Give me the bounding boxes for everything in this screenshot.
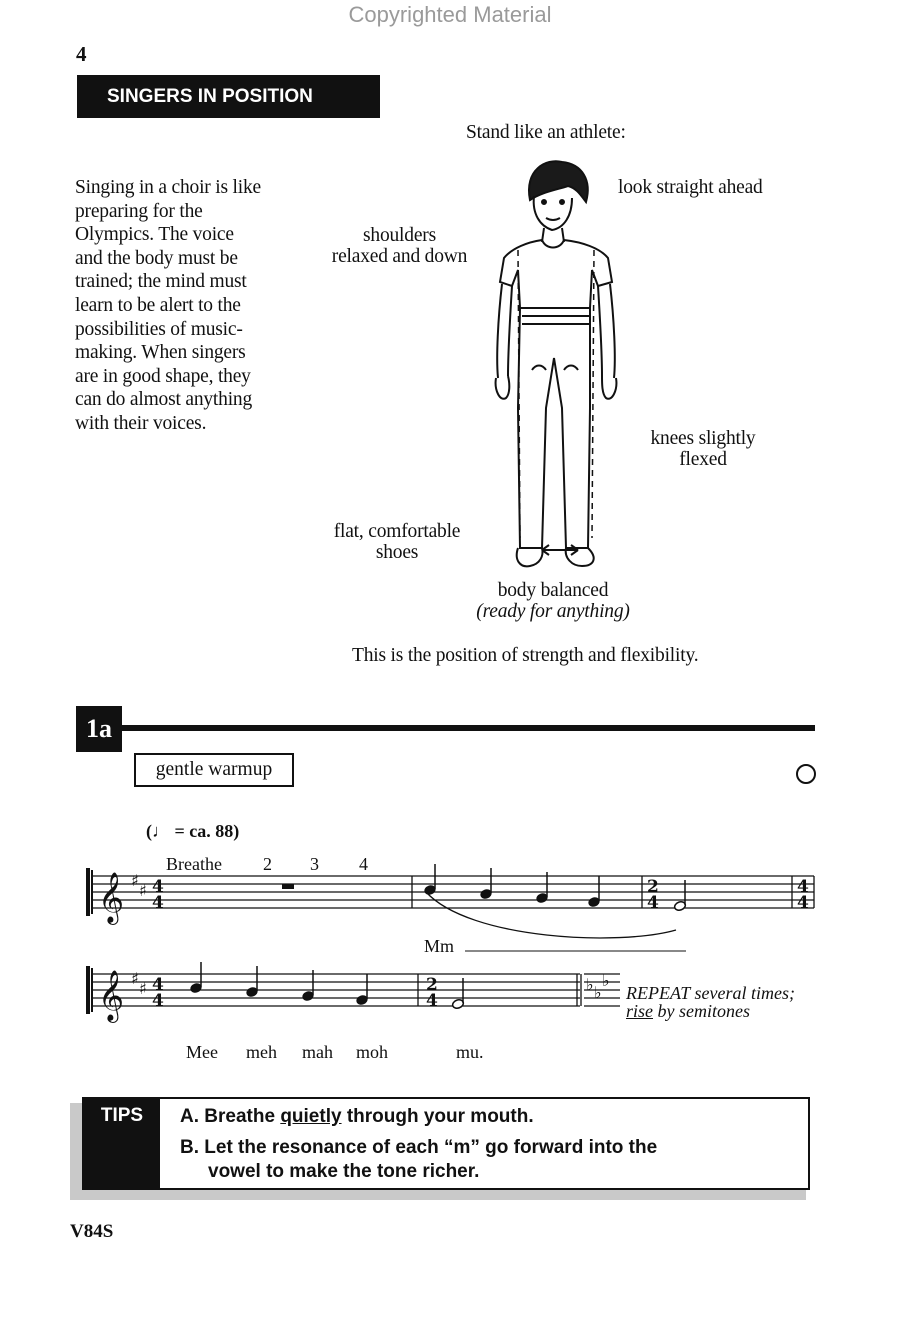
- figure-caption: This is the position of strength and flexibility.: [352, 645, 699, 666]
- label-balanced-line2: (ready for anything): [476, 601, 630, 622]
- repeat-instruction: [626, 984, 795, 1020]
- label-knees-line2: flexed: [679, 449, 727, 470]
- tips-label: TIPS: [84, 1099, 160, 1188]
- svg-text:2: 2: [426, 975, 438, 995]
- count-2: 2: [263, 854, 272, 874]
- svg-text:4: 4: [152, 877, 164, 897]
- label-shoes-line1: flat, comfortable: [333, 521, 461, 542]
- lyric-mee: Mee: [186, 1042, 218, 1062]
- footer-code: V84S: [70, 1221, 114, 1242]
- intro-paragraph: Singing in a choir is like preparing for the Olympics. The voice and the body must be trained; the mind must learn to be alert to the possibilities of music-making. When singers are in good shape, they can do almost anything with their voices.: [75, 177, 261, 434]
- svg-text:♯: ♯: [131, 871, 139, 890]
- count-3: 3: [310, 854, 319, 874]
- svg-text:♯: ♯: [139, 881, 147, 900]
- svg-text:♯: ♯: [139, 979, 147, 998]
- exercise-divider: [122, 725, 815, 731]
- svg-text:♭: ♭: [602, 971, 610, 990]
- page-number: 4: [76, 42, 87, 66]
- section-title: SINGERS IN POSITION: [77, 75, 380, 118]
- svg-text:4: 4: [152, 893, 164, 913]
- label-shoulders-line2: relaxed and down: [331, 246, 468, 267]
- svg-text:4: 4: [647, 893, 659, 913]
- svg-text:4: 4: [797, 893, 809, 913]
- label-shoes-line2: shoes: [375, 542, 419, 563]
- figure-heading: Stand like an athlete:: [466, 122, 626, 143]
- lyric-mm: Mm: [424, 936, 455, 956]
- exercise-title: gentle warmup: [134, 753, 294, 787]
- repeat-line-2: [626, 1002, 795, 1020]
- staff-1: [92, 870, 814, 914]
- lyric-mah: mah: [302, 1042, 333, 1062]
- staff-2: [92, 968, 620, 1012]
- lyric-meh: meh: [246, 1042, 277, 1062]
- copyright-watermark: Copyrighted Material: [348, 2, 552, 27]
- label-knees-line1: knees slightly: [650, 428, 756, 449]
- svg-text:4: 4: [797, 877, 809, 897]
- svg-text:4: 4: [426, 991, 438, 1011]
- tempo-marking: (♩ = ca. 88): [146, 821, 240, 841]
- label-shoulders-line1: shoulders: [363, 225, 436, 246]
- tip-b-line2: vowel to make the tone richer.: [208, 1161, 480, 1182]
- repeat-line-1: REPEAT several times;: [626, 983, 795, 1003]
- tip-a: [180, 1105, 534, 1129]
- svg-text:4: 4: [152, 975, 164, 995]
- svg-text:♭: ♭: [594, 983, 602, 1002]
- tip-a-prefix: A. Breathe: [180, 1106, 281, 1127]
- repeat-line-2-rest: by semitones: [653, 1001, 750, 1021]
- standing-singer-illustration: [490, 158, 625, 578]
- exercise-number: 1a: [76, 706, 122, 752]
- svg-text:2: 2: [647, 877, 659, 897]
- svg-text:𝄞: 𝄞: [98, 970, 125, 1021]
- svg-text:♭: ♭: [586, 975, 594, 994]
- repeat-rise: rise: [626, 1001, 653, 1021]
- circle-marker-icon: [796, 764, 816, 784]
- label-balanced: [448, 580, 658, 622]
- svg-text:𝄞: 𝄞: [98, 872, 125, 923]
- count-breathe: Breathe: [166, 854, 222, 874]
- count-4: 4: [359, 854, 368, 874]
- label-shoes: [318, 521, 476, 563]
- label-look-ahead: look straight ahead: [618, 177, 763, 198]
- tip-b-line1: B. Let the resonance of each “m” go forward into the: [180, 1137, 658, 1158]
- tip-a-suffix: through your mouth.: [341, 1106, 534, 1127]
- label-knees: [630, 428, 776, 470]
- lyric-mu: mu.: [456, 1042, 484, 1062]
- lyric-moh: moh: [356, 1042, 389, 1062]
- tip-a-underlined: quietly: [280, 1106, 342, 1127]
- label-balanced-line1: body balanced: [497, 580, 609, 601]
- svg-text:4: 4: [152, 991, 164, 1011]
- svg-text:♯: ♯: [131, 969, 139, 988]
- label-shoulders: [312, 225, 487, 267]
